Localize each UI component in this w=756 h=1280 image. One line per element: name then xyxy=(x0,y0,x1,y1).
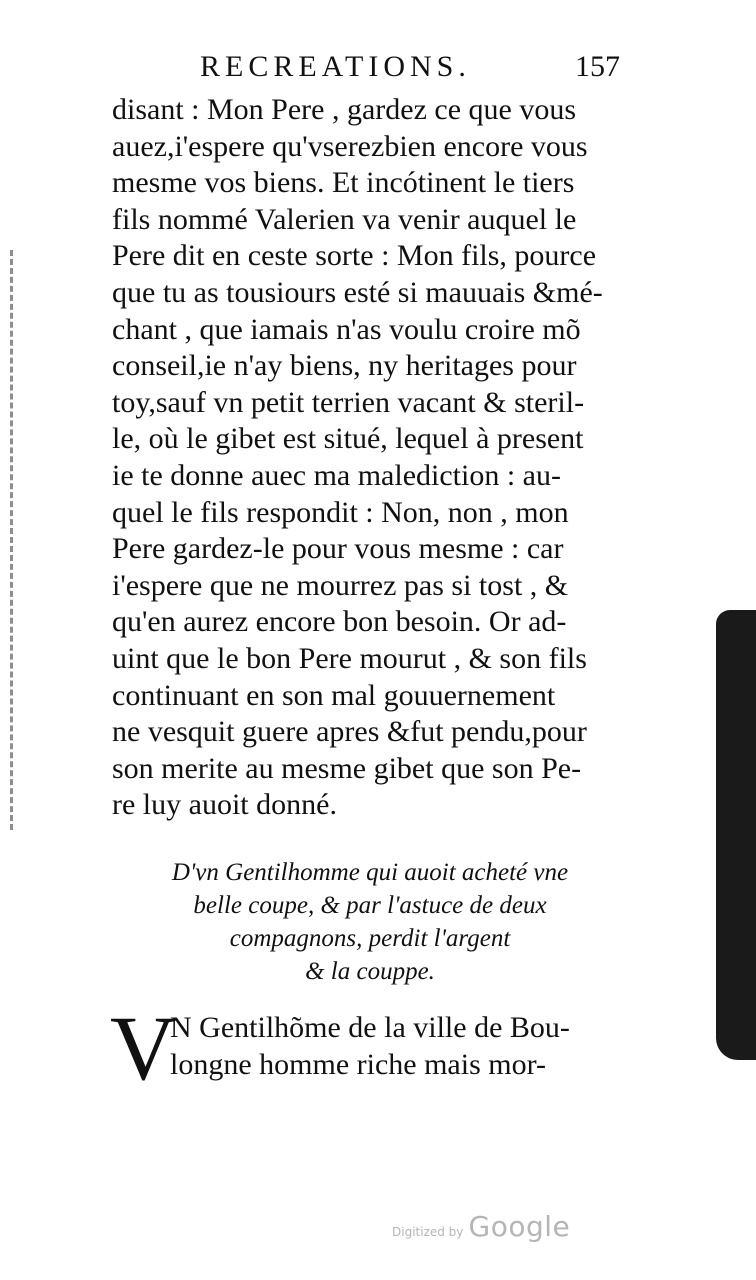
text-line: conseil,ie n'ay biens, ny heritages pour xyxy=(112,349,577,383)
drop-cap: V xyxy=(110,997,177,1099)
text-line: mesme vos biens. Et incótinent le tiers xyxy=(112,166,575,200)
text-line: Pere gardez-le pour vous mesme : car xyxy=(112,532,564,566)
text-line: chant , que iamais n'as voulu croire mõ xyxy=(112,312,581,346)
section-heading xyxy=(110,856,630,988)
watermark-prefix: Digitized by xyxy=(392,1225,464,1239)
heading-line: D'vn Gentilhomme qui auoit acheté vne xyxy=(171,859,569,886)
text-line: le, où le gibet est situé, lequel à present xyxy=(112,422,584,456)
google-logo: Google xyxy=(468,1210,571,1243)
text-line: quel le fils respondit : Non, non , mon xyxy=(112,495,569,529)
digitized-watermark xyxy=(392,1210,570,1243)
text-line: N Gentilhõme de la ville de Bou- xyxy=(170,1011,570,1044)
text-line: que tu as tousiours esté si mauuais &mé- xyxy=(112,275,603,309)
running-head xyxy=(200,50,620,90)
body-text xyxy=(112,92,628,824)
text-line: toy,sauf vn petit terrien vacant & steril- xyxy=(112,385,585,419)
gutter-shadow xyxy=(10,250,19,830)
text-line: ne vesquit guere apres &fut pendu,pour xyxy=(112,715,587,749)
text-line: ie te donne auec ma malediction : au- xyxy=(112,458,561,492)
text-line: longne homme riche mais mor- xyxy=(170,1047,546,1081)
running-title: RECREATIONS. xyxy=(200,50,471,83)
page-number: 157 xyxy=(575,50,620,83)
text-line: Pere dit en ceste sorte : Mon fils, pource xyxy=(112,239,597,273)
text-line: qu'en aurez encore bon besoin. Or ad- xyxy=(112,605,567,639)
text-line: re luy auoit donné. xyxy=(112,788,337,822)
text-line: uint que le bon Pere mourut , & son fils xyxy=(112,641,587,675)
text-line: i'espere que ne mourrez pas si tost , & xyxy=(112,568,569,602)
heading-line: compagnons, perdit l'argent xyxy=(229,925,511,952)
text-line: disant : Mon Pere , gardez ce que vous xyxy=(112,93,577,126)
heading-line: belle coupe, & par l'astuce de deux xyxy=(193,892,547,919)
page-edge-shadow xyxy=(716,610,756,1060)
opening-paragraph xyxy=(170,1008,630,1081)
text-line: son merite au mesme gibet que son Pe- xyxy=(112,751,582,785)
heading-line: & la couppe. xyxy=(305,958,435,985)
text-line: fils nommé Valerien va venir auquel le xyxy=(112,202,577,236)
text-line: auez,i'espere qu'vserezbien encore vous xyxy=(112,129,588,163)
text-line: continuant en son mal gouuernement xyxy=(112,678,556,712)
